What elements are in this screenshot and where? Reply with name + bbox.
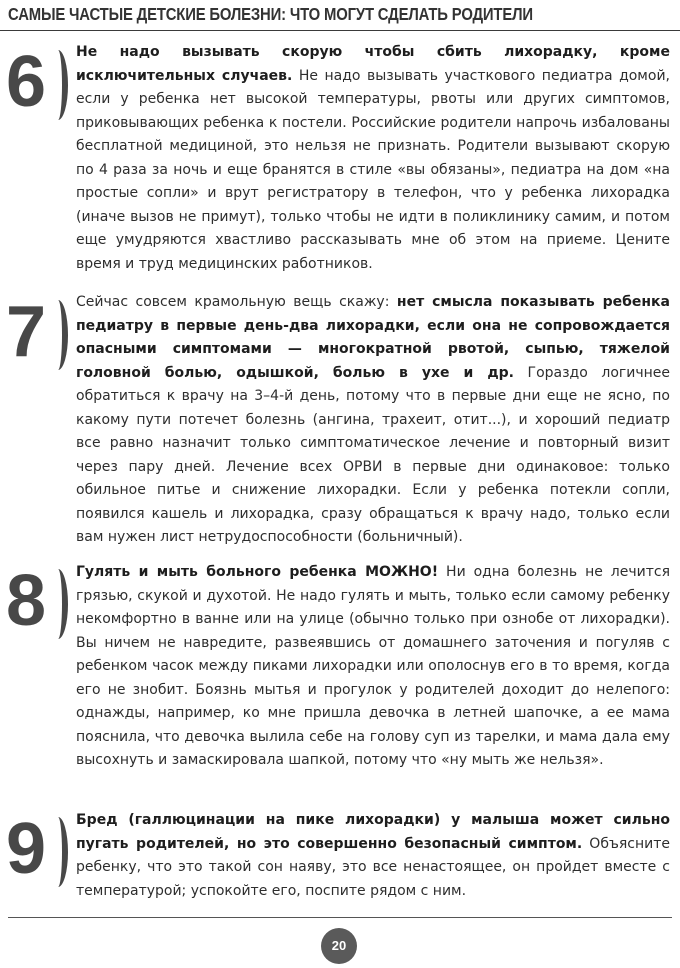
section-body — [76, 41, 670, 276]
section-lead: нет смысла показывать ребенка педиатру в первые день-два лихорадки, если она не сопровождается опасными симптомами — многократной рвотой, сыпью, тяжелой головной болью, одышкой, болью в ухе и др. — [76, 294, 670, 381]
section-paren-icon — [48, 300, 68, 370]
section-text: Не надо вызывать участкового педиатра домой, если у ребенка нет высокой температуры, рвоты или других симптомов, приковывающих ребенка к постели. Российские родители напрочь избалованы бесплатной медициной, это нельзя не признать. Родители вызывают скорую по 4 раза за ночь и еще бранятся в стиле «вы обязаны», педиатра на дом «на простые сопли» и врут регистратору в телефон, что у ребенка лихорадка (иначе вызов не примут), только чтобы не идти в поликлинику самим, и потом еще умудряются хвастливо рассказывать мне об этом на приеме. Цените время и труд медицинских работников. — [76, 67, 670, 272]
section-paren-icon — [48, 50, 68, 120]
section-lead: Не надо вызывать скорую чтобы сбить лихорадку, кроме исключительных случаев. — [76, 44, 670, 84]
section-paren-icon — [48, 817, 68, 887]
section-pre: Сейчас совсем крамольную вещь скажу: — [76, 294, 397, 310]
section-number: 7 — [6, 292, 47, 372]
section-number: 9 — [6, 809, 47, 889]
chapter-title: САМЫЕ ЧАСТЫЕ ДЕТСКИЕ БОЛЕЗНИ: ЧТО МОГУТ СДЕЛАТЬ РОДИТЕЛИ — [8, 4, 533, 24]
section-text: Ни одна болезнь не лечится грязью, скукой и духотой. Не надо гулять и мыть, только если самому ребенку некомфортно в ванне или на улице (обычно только при ознобе от лихорадки). Вы ничем не навредите, развеявшись от домашнего заточения и погуляв с ребенком часок между пиками лихорадки или ополоснув его в то время, когда его не знобит. Боязнь мытья и прогулок у родителей доходит до нелепого: однажды, например, ко мне пришла девочка в летней шапочке, а ее мама пояснила, что девочка вылила себе на голову суп из тарелки, и мама дала ему высохнуть и замаскировала шапкой, потому что «ну мыть же нельзя». — [76, 564, 670, 768]
footer-divider — [8, 917, 672, 918]
section-body — [76, 809, 670, 903]
section-body — [76, 291, 670, 550]
section-text: Объясните ребенку, что это такой сон наяву, это все ненастоящее, он пройдет вместе с температурой; успокойте его, поспите рядом с ним. — [76, 835, 670, 899]
section-lead: Бред (галлюцинации на пике лихорадки) у малыша может сильно пугать родителей, но это совершенно безопасный симптом. — [76, 812, 670, 852]
page-number-badge: 20 — [321, 928, 357, 964]
section-number: 6 — [6, 42, 47, 122]
section-lead: Гулять и мыть больного ребенка МОЖНО! — [76, 564, 439, 580]
section-body — [76, 561, 670, 773]
section-number: 8 — [6, 561, 47, 641]
page-header — [0, 0, 680, 31]
section-paren-icon — [48, 569, 68, 639]
section-text: Гораздо логичнее обратиться к врачу на 3–4-й день, потому что в первые дни еще не ясно, по какому пути потечет болезнь (ангина, трахеит, отит...), и хороший педиатр все равно назначит только симптоматическое лечение и повторный визит через пару дней. Лечение всех ОРВИ в первые дни одинаковое: только обильное питье и снижение лихорадки. Если у ребенка потекли сопли, появился кашель и лихорадка, сразу обращаться к врачу надо, только если вам нужен лист нетрудоспособности (больничный). — [76, 364, 670, 545]
